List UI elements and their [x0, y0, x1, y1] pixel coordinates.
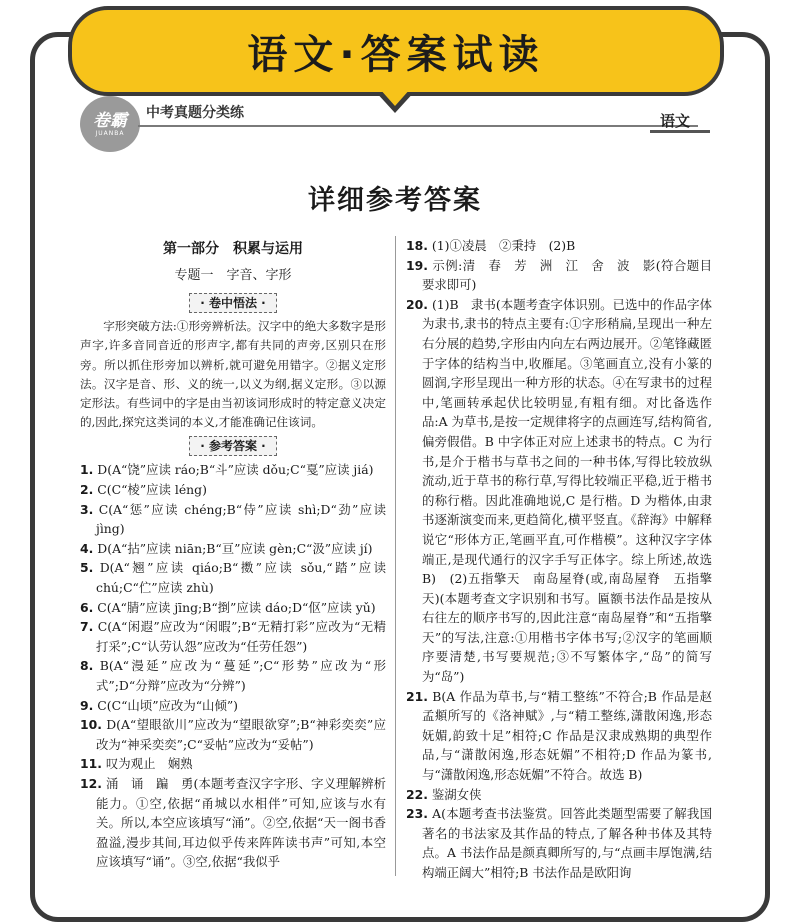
- answer-text: C(C“棱”应读 léng): [97, 482, 207, 497]
- answer-number: 6.: [80, 599, 94, 615]
- answer-number: 22.: [406, 786, 428, 802]
- right-column: [406, 236, 712, 883]
- answer-number: 23.: [406, 806, 428, 822]
- answer-number: 12.: [80, 775, 102, 791]
- answer-number: 2.: [80, 482, 94, 497]
- answer-text: D(A“望眼欲川”应改为“望眼欲穿”;B“神彩奕奕”应改为“神采奕奕”;C“妥帖”应改为“妥帖”): [96, 717, 386, 752]
- answer-number: 21.: [406, 688, 428, 704]
- subject-underline: [650, 130, 710, 133]
- answer-text: D(A“翘”应读 qiáo;B“擞”应读 sǒu,“踏”应读 chú;C“伫”应读 zhù): [96, 560, 386, 595]
- tips-section-label: · 卷中悟法 ·: [189, 293, 276, 313]
- subject-label: 语文: [660, 112, 691, 130]
- answer-item: [406, 256, 712, 295]
- answer-text: A(本题考查书法鉴赏。回答此类题型需要了解我国著名的书法家及其作品的特点,了解各种书体及其特点。A 书法作品是颜真卿所写的,与“点画丰厚饱满,结构端正阔大”相符;B 书法作品是欧阳询: [422, 806, 712, 880]
- answer-number: 5.: [80, 560, 94, 576]
- answer-item: [80, 754, 386, 774]
- answer-number: 7.: [80, 619, 94, 635]
- answer-item: [80, 480, 386, 500]
- answer-item: [406, 785, 712, 805]
- answer-item: [80, 774, 386, 872]
- answer-item: [80, 696, 386, 716]
- answer-item: [80, 598, 386, 618]
- banner-title: 语文·答案试读: [247, 31, 545, 78]
- series-name: 中考真题分类练: [146, 105, 244, 121]
- answer-text: 鉴湖女侠: [431, 786, 482, 802]
- answer-list-left: [80, 460, 386, 871]
- brand-logo: [80, 96, 140, 152]
- answer-item: [80, 715, 386, 754]
- answer-text: C(A“惩”应读 chéng;B“侍”应读 shì;D“劲”应读 jìng): [96, 501, 386, 537]
- answer-number: 11.: [80, 756, 102, 772]
- answer-text: B(A 作品为草书,与“精工整练”不符合;B 作品是赵孟頫所写的《洛神赋》,与“精工整练,潇散闲逸,形态妩媚,韵致十足”相符;C 作品是汉隶成熟期的典型作品,与“潇散闲逸,形态妩媚”不相符;D 作品为篆书,与“潇散闲逸,形态妩媚”不符合。故选 B): [422, 688, 712, 783]
- answer-text: 叹为观止 娴熟: [105, 756, 193, 772]
- tips-paragraph: 字形突破方法:①形旁辨析法。汉字中的绝大多数字是形声字,许多音同音近的形声字,都有共同的声旁,区别只在形旁。所以抓住形旁加以辨析,就可避免用错字。②据义定形法。汉字是音、形、义的统一,以义为纲,据义定形。③以源定形法。有些词中的字是由当初该词形成时的特定意义决定的,因此,探究这类词的本义,才能准确记住该词。: [80, 319, 386, 430]
- answer-number: 18.: [406, 238, 428, 253]
- answer-item: [406, 804, 712, 882]
- answer-number: 19.: [406, 257, 428, 273]
- banner-pointer: [379, 88, 411, 106]
- answer-item: [406, 687, 712, 785]
- answer-text: (1)①凌晨 ②秉持 (2)B: [431, 238, 576, 253]
- topic-title: 专题一 字音、字形: [174, 267, 292, 283]
- answer-text: D(A“拈”应读 niān;B“亘”应读 gèn;C“汲”应读 jí): [97, 540, 373, 556]
- answer-text: C(A“腈”应读 jīng;B“捯”应读 dáo;D“伛”应读 yǔ): [97, 599, 376, 615]
- answer-text: 涌 诵 蹁 勇(本题考查汉字字形、字义理解辨析能力。①空,依据“甬城以水相伴”可知,应该与水有关。所以,本空应该填写“涌”。②空,依据“天一阁书香盈溢,漫步其间,耳边似乎传来阵阵读书声”可知,本空应该填写“诵”。③空,依据“我似乎: [96, 775, 386, 870]
- answer-item: [80, 558, 386, 597]
- answer-number: 20.: [406, 296, 428, 312]
- answer-item: [80, 460, 386, 480]
- answers-section-label: · 参考答案 ·: [189, 436, 276, 456]
- answer-number: 8.: [80, 658, 94, 674]
- answer-item: [406, 236, 712, 256]
- logo-subtext: JUANBA: [95, 129, 125, 137]
- answer-item: [80, 656, 386, 695]
- answer-text: C(A“闲遐”应改为“闲暇”;B“无精打彩”应改为“无精打采”;C“认劳认怨”应改为“任劳任怨”): [96, 619, 386, 654]
- answer-number: 1.: [80, 462, 94, 478]
- part-title: 第一部分 积累与运用: [163, 241, 303, 257]
- logo-text: 卷霸: [93, 110, 127, 131]
- answer-item: [80, 500, 386, 539]
- answer-number: 3.: [80, 501, 94, 517]
- answer-item: [80, 617, 386, 656]
- answer-list-right: [406, 236, 712, 883]
- header-rule: [138, 125, 698, 127]
- answer-text: D(A“饶”应读 ráo;B“斗”应读 dǒu;C“戛”应读 jiá): [97, 462, 374, 478]
- column-divider: [395, 236, 396, 876]
- answer-text: C(C“山顷”应改为“山倾”): [97, 697, 238, 713]
- answer-text: B(A“漫延”应改为“蔓延”;C“形势”应改为“形式”;D“分辩”应改为“分辨”): [96, 658, 386, 693]
- left-column: [80, 240, 386, 872]
- answer-number: 9.: [80, 697, 94, 713]
- page-title: 详细参考答案: [308, 185, 482, 216]
- answer-text: 示例:清 春 芳 洲 江 舍 波 影(符合题目要求即可): [422, 257, 712, 293]
- title-banner: [68, 6, 724, 96]
- answer-text: (1)B 隶书(本题考查字体识别。已选中的作品字体为隶书,隶书的特点主要有:①字形稍扁,呈现出一种左右分展的趋势,字形由内向左右两边展开。②笔锋藏匿于字体的结构当中,收雁尾。③笔画直立,没有小篆的圆润,字形呈现出一种方形的状态。④在写隶书的过程中,笔画转承起伏比较明显,有粗有细。对比备选作品:A 为草书,是按一定规律将字的点画连写,结构简省,偏旁假借。B 中字体正对应上述隶书的特点。C 为行书,是介于楷书与草书之间的一种书体,写得比较放纵流动,近于草书的称行草,写得比较端正平稳,近于楷书的称行楷。因此准确地说,C 是行楷。D 为楷体,由隶书逐渐演变而来,更趋简化,横平竖直。《辞海》中解释说它“形体方正,笔画平直,可作楷模”。这种汉字字体端正,是现代通行的汉字手写正体字。综上所述,故选 B) (2)五指擎天 南岛屋脊(或,南岛屋脊 五指擎天)(本题考查文字识别和书写。匾额书法作品是按从右往左的顺序书写的,因此注意“南岛屋脊”和“五指擎天”的写法,注意:①用楷书字体书写;②汉字的笔画顺序要清楚,书写要规范;③不写繁体字,“岛”的简写为“岛”): [422, 296, 712, 685]
- answer-item: [406, 295, 712, 687]
- answer-number: 4.: [80, 540, 94, 556]
- answer-number: 10.: [80, 717, 102, 733]
- answer-item: [80, 539, 386, 559]
